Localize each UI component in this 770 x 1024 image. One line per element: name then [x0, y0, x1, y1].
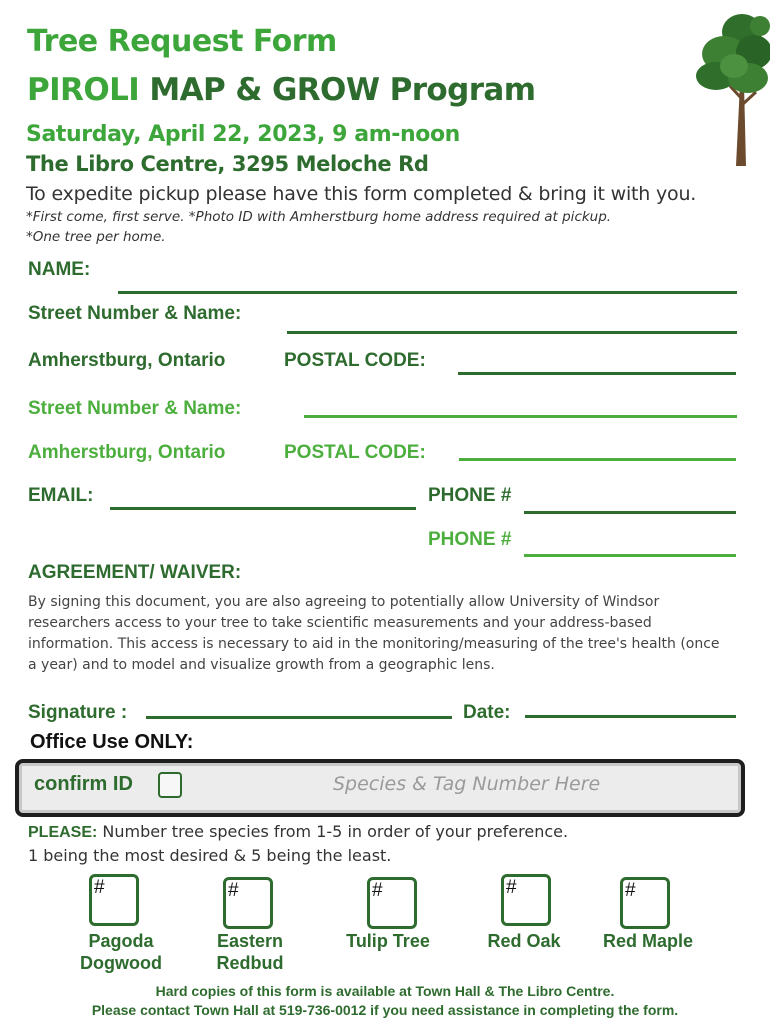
name-label: NAME: [28, 259, 91, 280]
date-input-line[interactable] [525, 715, 736, 718]
preference-instructions-2: 1 being the most desired & 5 being the least. [28, 846, 392, 865]
rank-hash: # [506, 877, 517, 898]
office-use-heading: Office Use ONLY: [30, 731, 194, 753]
confirm-id-label: confirm ID [34, 773, 133, 795]
phone-input-line-1[interactable] [524, 511, 736, 514]
confirm-id-checkbox[interactable] [158, 772, 182, 798]
note-one-tree: *One tree per home. [26, 229, 166, 245]
event-venue: The Libro Centre, 3295 Meloche Rd [26, 152, 429, 176]
signature-label: Signature : [28, 702, 128, 723]
program-name: MAP & GROW Program [139, 72, 536, 108]
postal-input-line-2[interactable] [459, 458, 736, 461]
rank-box-red-maple[interactable] [620, 877, 670, 929]
please-label: PLEASE: [28, 824, 98, 841]
street-input-line-1[interactable] [287, 331, 737, 334]
rank-hash: # [372, 880, 383, 901]
event-date: Saturday, April 22, 2023, 9 am-noon [26, 122, 460, 147]
rank-hash: # [94, 877, 105, 898]
program-title [27, 72, 535, 108]
phone-label-2: PHONE # [428, 529, 512, 550]
rank-box-tulip-tree[interactable] [367, 877, 417, 929]
date-label: Date: [463, 702, 511, 723]
postal-input-line-1[interactable] [458, 372, 736, 375]
footer-contact: Please contact Town Hall at 519-736-0012 if you need assistance in completing the form. [91, 1002, 679, 1018]
signature-input-line[interactable] [146, 716, 452, 719]
tree-name-eastern-redbud: Eastern Redbud [216, 931, 284, 973]
preference-instructions [28, 822, 568, 842]
postal-label-1: POSTAL CODE: [284, 350, 426, 371]
city-label-2: Amherstburg, Ontario [28, 442, 226, 463]
program-prefix: PIROLI [27, 72, 140, 108]
rank-hash: # [228, 880, 239, 901]
tree-name-pagoda-dogwood: Pagoda Dogwood [80, 931, 162, 973]
please-text: Number tree species from 1-5 in order of your preference. [97, 822, 569, 841]
instructions: To expedite pickup please have this form completed & bring it with you. [26, 183, 697, 205]
email-input-line[interactable] [110, 507, 416, 510]
street-input-line-2[interactable] [304, 415, 737, 418]
rank-box-red-oak[interactable] [501, 874, 551, 926]
waiver-heading: AGREEMENT/ WAIVER: [28, 562, 242, 583]
form-title: Tree Request Form [27, 24, 337, 59]
email-label: EMAIL: [28, 485, 94, 506]
rank-hash: # [625, 880, 636, 901]
street-label-1: Street Number & Name: [28, 303, 242, 324]
waiver-text: By signing this document, you are also agreeing to potentially allow University of Windsor researchers access to your tree to take scientific measurements and your address-based information. This access is necessary to aid in the monitoring/measuring of the tree's health (once a year) and to model and visualize growth from a geographic lens. [28, 594, 720, 673]
species-tag-input[interactable]: Species & Tag Number Here [333, 773, 601, 795]
rank-box-eastern-redbud[interactable] [223, 877, 273, 929]
tree-name-red-oak: Red Oak [487, 931, 561, 951]
tree-icon [690, 4, 770, 168]
tree-name-red-maple: Red Maple [602, 931, 694, 951]
rank-box-pagoda-dogwood[interactable] [89, 874, 139, 926]
phone-input-line-2[interactable] [524, 554, 736, 557]
note-first-come: *First come, first serve. *Photo ID with Amherstburg home address required at pickup. [26, 209, 612, 225]
postal-label-2: POSTAL CODE: [284, 442, 426, 463]
name-input-line[interactable] [118, 291, 737, 294]
street-label-2: Street Number & Name: [28, 398, 242, 419]
tree-name-tulip-tree: Tulip Tree [346, 931, 430, 951]
phone-label-1: PHONE # [428, 485, 512, 506]
footer-hard-copies: Hard copies of this form is available at Town Hall & The Libro Centre. [155, 983, 615, 999]
city-label-1: Amherstburg, Ontario [28, 350, 226, 371]
